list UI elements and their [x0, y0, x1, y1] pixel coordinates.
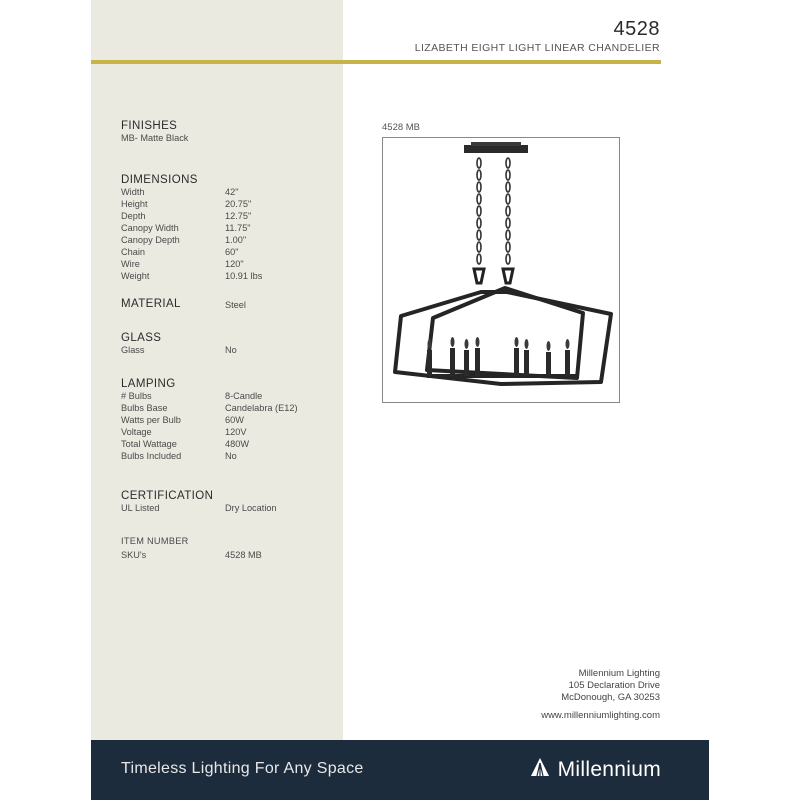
website-link[interactable]: www.millenniumlighting.com	[541, 710, 660, 721]
brand-name: Millennium	[557, 757, 661, 781]
model-number: 4528	[613, 18, 660, 40]
lamping-row	[121, 438, 331, 450]
lamping-label: Watts per Bulb	[121, 415, 181, 425]
dimension-row	[121, 234, 331, 246]
dimension-row	[121, 186, 331, 198]
lamping-title: LAMPING	[121, 378, 176, 390]
finishes-title: FINISHES	[121, 120, 178, 132]
model-name: LIZABETH EIGHT LIGHT LINEAR CHANDELIER	[414, 42, 660, 54]
certification-section	[121, 490, 331, 514]
glass-section	[121, 332, 331, 356]
footer-banner	[91, 740, 709, 800]
finishes-section	[121, 120, 331, 144]
dimension-row	[121, 258, 331, 270]
dimensions-section	[121, 174, 331, 282]
lamping-value: 480W	[225, 439, 250, 449]
certification-row	[121, 502, 331, 514]
lamping-row	[121, 426, 331, 438]
dimension-label: Width	[121, 187, 145, 197]
finish-name: - Matte Black	[134, 133, 189, 143]
canopy-shape	[464, 145, 528, 153]
dimension-row	[121, 198, 331, 210]
material-value: Steel	[225, 300, 246, 310]
product-image	[382, 137, 620, 403]
lamping-value: 120V	[225, 427, 247, 437]
sku-row	[121, 549, 331, 561]
dimension-label: Wire	[121, 259, 140, 269]
company-name: Millennium Lighting	[578, 668, 660, 679]
glass-title: GLASS	[121, 332, 162, 344]
lamping-row	[121, 450, 331, 462]
lamping-label: Total Wattage	[121, 439, 177, 449]
spec-list	[121, 120, 331, 561]
lamping-value: No	[225, 451, 237, 461]
dimension-row	[121, 270, 331, 282]
sku-value: 4528 MB	[225, 550, 262, 560]
dimension-value: 1.00"	[225, 235, 247, 245]
lamping-label: Bulbs Included	[121, 451, 182, 461]
image-caption: 4528 MB	[382, 122, 421, 133]
dimension-label: Weight	[121, 271, 150, 281]
sku-label: SKU's	[121, 550, 147, 560]
lamping-row	[121, 414, 331, 426]
street-address: 105 Declaration Drive	[568, 680, 660, 691]
lamping-section	[121, 378, 331, 462]
dimension-row	[121, 210, 331, 222]
lamping-label: Bulbs Base	[121, 403, 168, 413]
brand-lockup	[530, 756, 661, 783]
dimension-label: Chain	[121, 247, 146, 257]
company-address	[541, 668, 660, 722]
dimension-value: 10.91 lbs	[225, 271, 263, 281]
dimensions-title: DIMENSIONS	[121, 174, 198, 186]
certification-value: Dry Location	[225, 503, 277, 513]
lamping-value: 60W	[225, 415, 244, 425]
glass-label: Glass	[121, 345, 145, 355]
certification-label: UL Listed	[121, 503, 160, 513]
finish-code: MB	[121, 133, 135, 143]
lamping-label: Voltage	[121, 427, 152, 437]
lamping-value: Candelabra (E12)	[225, 403, 298, 413]
material-title: MATERIAL	[121, 298, 181, 310]
material-section	[121, 298, 331, 310]
lamping-label: # Bulbs	[121, 391, 152, 401]
dimension-value: 120"	[225, 259, 244, 269]
dimension-row	[121, 222, 331, 234]
dimension-row	[121, 246, 331, 258]
dimension-value: 20.75"	[225, 199, 252, 209]
lamping-row	[121, 402, 331, 414]
dimension-label: Canopy Width	[121, 223, 179, 233]
city-state-zip: McDonough, GA 30253	[561, 692, 660, 703]
certification-title: CERTIFICATION	[121, 490, 214, 502]
lamping-value: 8-Candle	[225, 391, 263, 401]
millennium-logo-icon	[530, 756, 550, 783]
chain-links	[477, 158, 510, 264]
item-number-title: ITEM NUMBER	[121, 536, 189, 546]
material-row	[121, 298, 331, 310]
header-divider	[91, 60, 661, 64]
dimension-value: 60"	[225, 247, 239, 257]
glass-value: No	[225, 345, 237, 355]
dimension-value: 11.75"	[225, 223, 251, 233]
finish-row	[121, 132, 331, 144]
dimension-value: 42"	[225, 187, 239, 197]
chandelier-illustration	[383, 138, 619, 402]
dimension-label: Depth	[121, 211, 146, 221]
glass-row	[121, 344, 331, 356]
dimension-label: Canopy Depth	[121, 235, 180, 245]
lamping-row	[121, 390, 331, 402]
footer-tagline: Timeless Lighting For Any Space	[121, 760, 364, 777]
dimension-label: Height	[121, 199, 148, 209]
dimension-value: 12.75"	[225, 211, 252, 221]
item-number-section	[121, 536, 331, 561]
